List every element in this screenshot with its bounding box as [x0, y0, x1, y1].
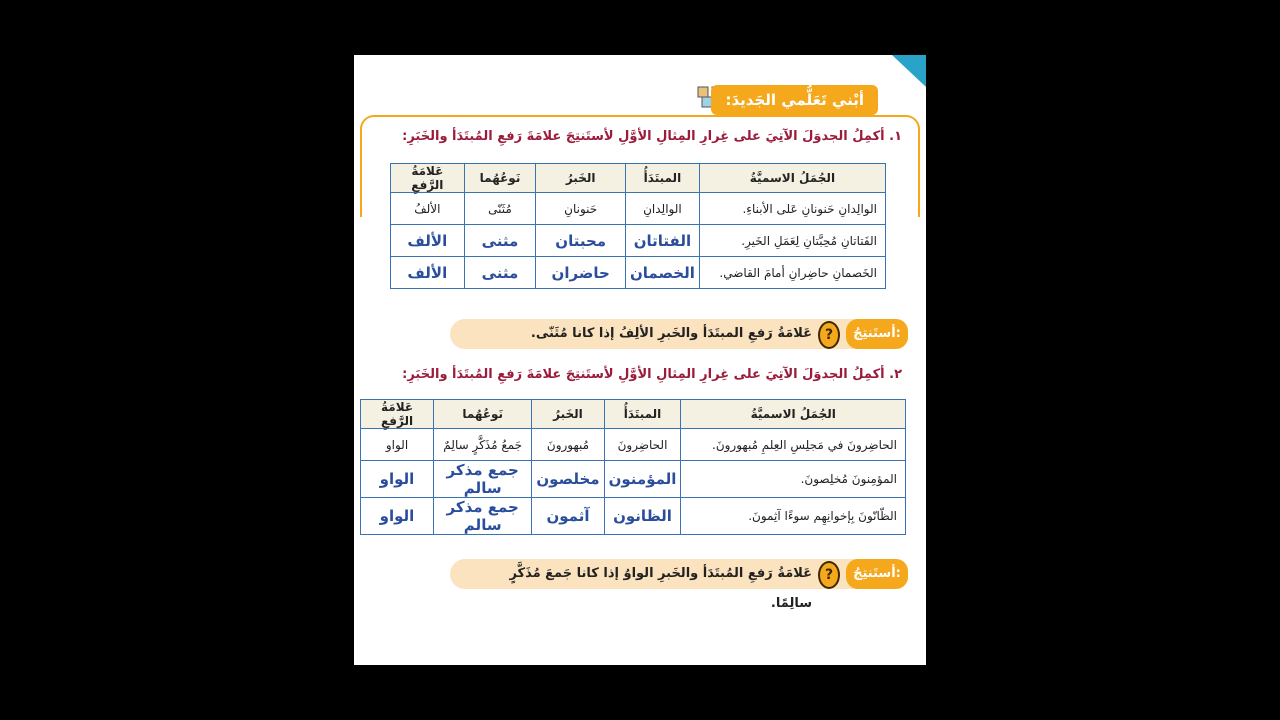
- header-sign: عَلامَةُ الرَّفعِ: [391, 164, 465, 193]
- header-predicate: الخَبرُ: [532, 400, 604, 429]
- table-row: [361, 498, 906, 535]
- type-answer: جمع مذكر سالم: [434, 498, 532, 535]
- predicate-cell: مُبهورونَ: [532, 429, 604, 461]
- question-icon: ?: [818, 561, 840, 589]
- predicate-answer: حاضران: [536, 257, 626, 289]
- sign-answer: الواو: [361, 498, 434, 535]
- sign-answer: الألف: [391, 225, 465, 257]
- type-answer: جمع مذكر سالم: [434, 461, 532, 498]
- predicate-answer: محبتان: [536, 225, 626, 257]
- page-corner-decoration: [892, 55, 926, 87]
- header-subject: المبتَدَأُ: [604, 400, 681, 429]
- table-row: [361, 461, 906, 498]
- header-sentences: الجُمَلُ الاسميَّةُ: [681, 400, 906, 429]
- conclusion-text: عَلامَةُ رَفعِ المبتَدَأ والخَبرِ الألِفُ إذا كانا مُثَنّى.: [530, 326, 812, 341]
- table-1-header: [391, 164, 886, 193]
- subject-answer: الظانون: [604, 498, 681, 535]
- sentence-cell: الحاضِرونَ في مَجلِسِ العِلمِ مُبهورونَ.: [681, 429, 906, 461]
- header-type: نَوعُهُما: [434, 400, 532, 429]
- subject-cell: الوالِدانِ: [626, 193, 700, 225]
- header-sentences: الجُمَلُ الاسميَّةُ: [699, 164, 885, 193]
- subject-answer: الفتاتان: [626, 225, 700, 257]
- question-icon: ?: [818, 321, 840, 349]
- subject-answer: الخصمان: [626, 257, 700, 289]
- predicate-answer: مخلصون: [532, 461, 604, 498]
- sign-cell: الواو: [361, 429, 434, 461]
- predicate-answer: آثمون: [532, 498, 604, 535]
- table-row: [391, 225, 886, 257]
- sentence-cell: الوالِدانِ حَنونانِ عَلى الأبناءِ.: [699, 193, 885, 225]
- table-row: [391, 257, 886, 289]
- header-type: نَوعُهُما: [464, 164, 536, 193]
- conclusion-text: عَلامَةُ رَفعِ المُبتَدَأ والخَبرِ الواوُ إذا كانا جَمعَ مُذَكَّرٍ سالِمًا.: [509, 566, 812, 611]
- conclusion-2: [450, 559, 908, 611]
- table-2-header: [361, 400, 906, 429]
- type-answer: مثنى: [464, 257, 536, 289]
- subject-answer: المؤمنون: [604, 461, 681, 498]
- sentence-cell: المؤمِنونَ مُخلِصونَ.: [681, 461, 906, 498]
- type-cell: مُثَنّى: [464, 193, 536, 225]
- header-sign: عَلامَةُ الرَّفعِ: [361, 400, 434, 429]
- conclusion-label: أستَنتِجُ:: [846, 319, 908, 349]
- sign-answer: الألف: [391, 257, 465, 289]
- header-predicate: الخَبرُ: [536, 164, 626, 193]
- conclusion-1: [450, 319, 908, 349]
- subject-cell: الحاضِرونَ: [604, 429, 681, 461]
- sign-answer: الواو: [361, 461, 434, 498]
- instruction-1: ١. أكمِلُ الجدوَلَ الآتِيَ على غِرارِ المِثالِ الأوَّلِ لأستَنتِجَ علامَةَ رَفعِ المُبتَدَأ والخَبَرِ:: [402, 129, 902, 144]
- section-banner: أبْني تَعَلُّمي الجَديدَ:: [711, 85, 878, 115]
- type-answer: مثنى: [464, 225, 536, 257]
- table-2: [360, 399, 906, 535]
- sentence-cell: الخَصمانِ حاضِرانِ أمامَ القاضي.: [699, 257, 885, 289]
- sentence-cell: الظّانّونَ بِإخوانِهِم سوءًا آثِمونَ.: [681, 498, 906, 535]
- table-1: [390, 163, 886, 289]
- type-cell: جَمعُ مُذَكَّرٍ سالِمٌ: [434, 429, 532, 461]
- textbook-page: [354, 55, 926, 665]
- sentence-cell: الفَتاتانِ مُحِبَّتانِ لِعَمَلِ الخَيرِ.: [699, 225, 885, 257]
- predicate-cell: حَنونانِ: [536, 193, 626, 225]
- header-subject: المبتَدَأُ: [626, 164, 700, 193]
- table-row: [361, 429, 906, 461]
- conclusion-label: أستَنتِجُ:: [846, 559, 908, 589]
- sign-cell: الألفُ: [391, 193, 465, 225]
- instruction-2: ٢. أكمِلُ الجدوَلَ الآتِيَ على غِرارِ المِثالِ الأوَّلِ لأستَنتِجَ علامَةَ رَفعِ المُبتَدَأ والخَبَرِ:: [402, 367, 902, 382]
- table-row: [391, 193, 886, 225]
